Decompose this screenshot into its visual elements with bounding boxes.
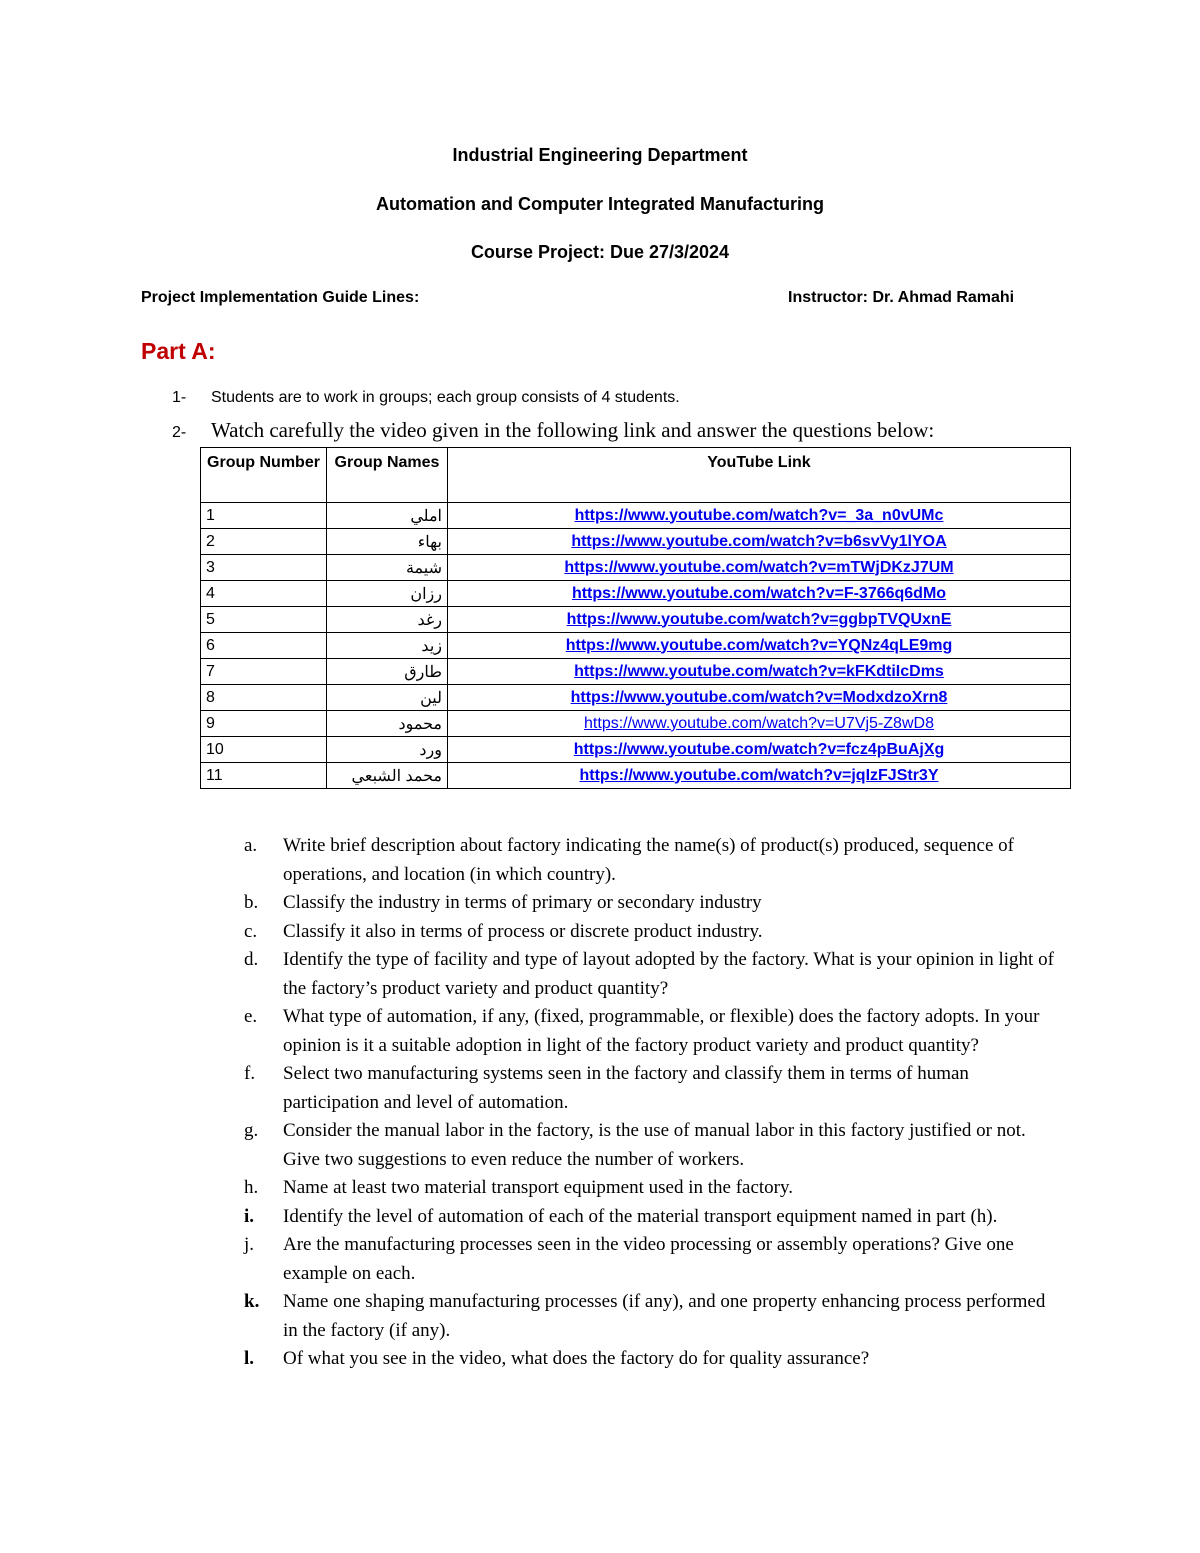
project-due-title: Course Project: Due 27/3/2024: [470, 242, 730, 262]
list-item-text: Watch carefully the video given in the following link and answer the questions below:: [211, 418, 935, 442]
table-row: [201, 633, 1071, 659]
question-text: Name one shaping manufacturing processes (if any), and one property enhancing process performed in the factory (if any).: [283, 1291, 1046, 1341]
table-row: [201, 711, 1071, 737]
list-item-number: 2-: [172, 424, 187, 441]
department-title: Industrial Engineering Department: [452, 145, 748, 165]
list-item-text: Students are to work in groups; each group consists of 4 students.: [211, 389, 680, 406]
group-name: بهاء: [327, 529, 448, 555]
question-item: [244, 889, 1064, 918]
group-number: 7: [201, 659, 327, 685]
youtube-link[interactable]: https://www.youtube.com/watch?v=b6svVy1lYOA: [571, 532, 947, 550]
instructor-label: Instructor: Dr. Ahmad Ramahi: [788, 289, 1015, 306]
part-a-heading: Part A:: [141, 338, 216, 364]
question-letter: l.: [244, 1348, 255, 1369]
group-number: 4: [201, 581, 327, 607]
youtube-link[interactable]: https://www.youtube.com/watch?v=ggbpTVQUxnE: [566, 610, 952, 628]
header-youtube-link: YouTube Link: [448, 448, 1071, 503]
youtube-link[interactable]: https://www.youtube.com/watch?v=ModxdzoXrn8: [570, 688, 948, 706]
question-text: Write brief description about factory indicating the name(s) of product(s) produced, sequence of operations, and location (in which country).: [283, 835, 1014, 885]
question-letter: d.: [244, 949, 259, 970]
question-letter: b.: [244, 892, 259, 913]
group-number: 6: [201, 633, 327, 659]
group-number: 5: [201, 607, 327, 633]
youtube-link[interactable]: https://www.youtube.com/watch?v=F-3766q6dMo: [571, 584, 947, 602]
question-text: Consider the manual labor in the factory, is the use of manual labor in this factory justified or not. Give two suggestions to even reduce the number of workers.: [283, 1120, 1026, 1170]
youtube-link[interactable]: https://www.youtube.com/watch?v=jqIzFJStr3Y: [579, 766, 939, 784]
question-item: [244, 1345, 1064, 1374]
header-group-names: Group Names: [327, 448, 448, 503]
group-name: شيمة: [327, 555, 448, 581]
youtube-link[interactable]: https://www.youtube.com/watch?v=mTWjDKzJ7UM: [564, 558, 954, 576]
group-name: محمد الشبعي: [327, 763, 448, 789]
table-row: [201, 737, 1071, 763]
group-name: زيد: [327, 633, 448, 659]
group-name: ورد: [327, 737, 448, 763]
question-letter: k.: [244, 1291, 260, 1312]
question-item: [244, 946, 1064, 1003]
question-item: [244, 1288, 1064, 1345]
question-item: [244, 1231, 1064, 1288]
header-group-number: Group Number: [201, 448, 327, 503]
youtube-link[interactable]: https://www.youtube.com/watch?v=YQNz4qLE9mg: [565, 636, 953, 654]
question-text: Classify it also in terms of process or discrete product industry.: [283, 920, 763, 942]
question-text: Name at least two material transport equipment used in the factory.: [283, 1177, 794, 1198]
group-number: 11: [201, 763, 327, 789]
group-name: املي: [327, 503, 448, 529]
table-row: [201, 685, 1071, 711]
question-letter: j.: [244, 1234, 255, 1255]
question-text: Select two manufacturing systems seen in the factory and classify them in terms of human participation and level of automation.: [283, 1063, 969, 1113]
questions-list: [244, 832, 1064, 1374]
group-name: طارق: [327, 659, 448, 685]
group-number: 2: [201, 529, 327, 555]
question-letter: h.: [244, 1177, 259, 1198]
question-letter: g.: [244, 1120, 259, 1141]
question-item: [244, 832, 1064, 889]
question-letter: a.: [244, 835, 258, 856]
list-item-1: [172, 389, 680, 407]
question-letter: i.: [244, 1205, 255, 1227]
question-item: [244, 1003, 1064, 1060]
table-row: [201, 659, 1071, 685]
question-item: [244, 1060, 1064, 1117]
table-row: [201, 763, 1071, 789]
group-number: 10: [201, 737, 327, 763]
group-number: 8: [201, 685, 327, 711]
group-name: رزان: [327, 581, 448, 607]
group-number: 9: [201, 711, 327, 737]
question-letter: e.: [244, 1006, 258, 1027]
table-row: [201, 529, 1071, 555]
group-number: 1: [201, 503, 327, 529]
question-text: Classify the industry in terms of primary or secondary industry: [283, 892, 762, 913]
course-title: Automation and Computer Integrated Manufacturing: [376, 194, 824, 214]
youtube-link[interactable]: https://www.youtube.com/watch?v=U7Vj5-Z8wD8: [584, 714, 934, 732]
table-row: [201, 503, 1071, 529]
youtube-link[interactable]: https://www.youtube.com/watch?v=fcz4pBuAjXg: [573, 740, 945, 758]
question-text: Identify the level of automation of each of the material transport equipment named in part (h).: [283, 1205, 998, 1227]
table-row: [201, 581, 1071, 607]
question-text: Of what you see in the video, what does the factory do for quality assurance?: [283, 1348, 870, 1369]
list-item-number: 1-: [172, 389, 187, 406]
table-header-row: [201, 448, 1071, 503]
list-item-2: [172, 418, 934, 443]
question-text: Are the manufacturing processes seen in the video processing or assembly operations? Give one example on each.: [283, 1234, 1014, 1284]
group-name: محمود: [327, 711, 448, 737]
groups-table: [200, 447, 1071, 789]
question-text: What type of automation, if any, (fixed, programmable, or flexible) does the factory adopts. In your opinion is it a suitable adoption in light of the factory product variety and product quantity?: [283, 1006, 1040, 1056]
youtube-link[interactable]: https://www.youtube.com/watch?v=_3a_n0vUMc: [574, 506, 944, 524]
table-row: [201, 555, 1071, 581]
question-letter: f.: [244, 1063, 256, 1084]
question-text: Identify the type of facility and type of layout adopted by the factory. What is your opinion in light of the factory’s product variety and product quantity?: [283, 949, 1054, 999]
group-number: 3: [201, 555, 327, 581]
group-name: رغد: [327, 607, 448, 633]
group-name: لين: [327, 685, 448, 711]
question-item: [244, 918, 1064, 947]
youtube-link[interactable]: https://www.youtube.com/watch?v=kFKdtiIcDms: [574, 662, 944, 680]
table-row: [201, 607, 1071, 633]
question-letter: c.: [244, 920, 258, 942]
question-item: [244, 1174, 1064, 1203]
guidelines-label: Project Implementation Guide Lines:: [141, 289, 420, 306]
question-item: [244, 1117, 1064, 1174]
question-item: [244, 1203, 1064, 1232]
